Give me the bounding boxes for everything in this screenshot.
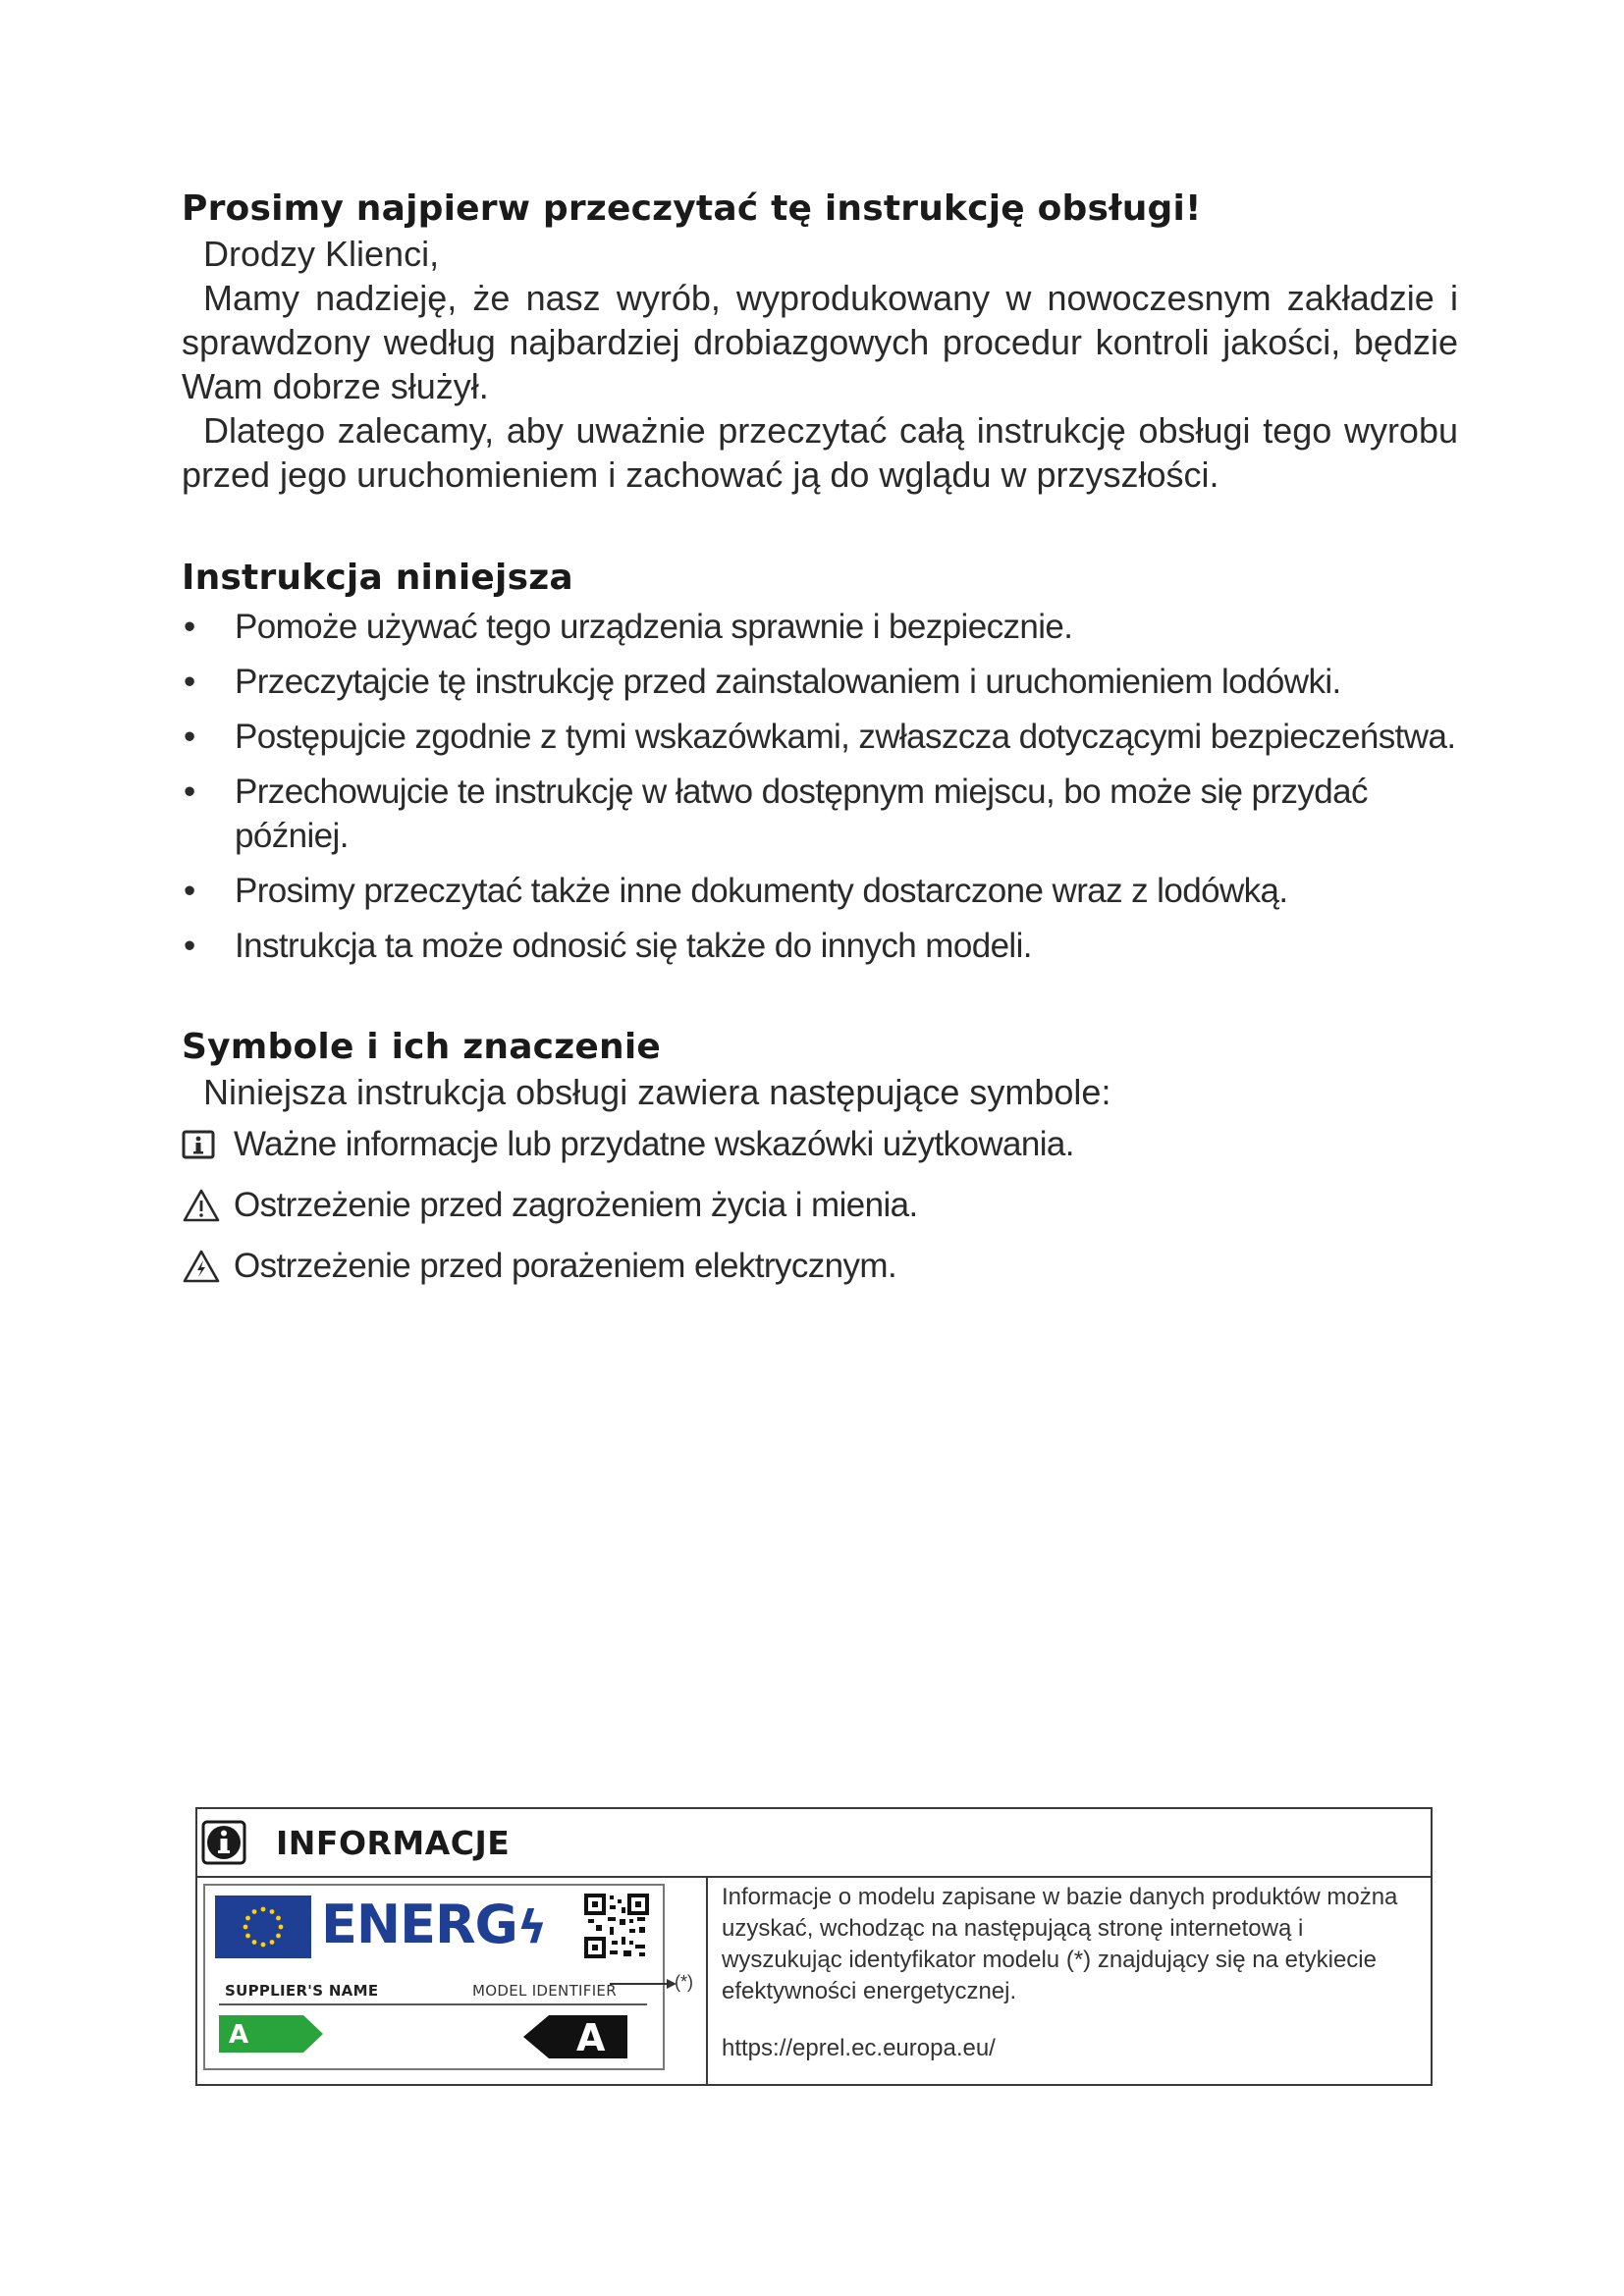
energy-label-illustration xyxy=(197,1878,708,2084)
symbol-row-electric xyxy=(182,1244,1458,1288)
list-item-text: Instrukcja ta może odnosić się także do innych modeli. xyxy=(235,927,1032,965)
hope-paragraph: Mamy nadzieję, że nasz wyrób, wyprodukowany w nowoczesnym zakładzie i sprawdzony według najbardziej drobiazgowych procedur kontroli jakości, będzie Wam dobrze służył. xyxy=(182,278,1458,406)
symbol-row-info xyxy=(182,1122,1458,1166)
info-box-body xyxy=(197,1878,1431,2084)
list-item xyxy=(182,660,1458,704)
intro-heading: Prosimy najpierw przeczytać tę instrukcję obsługi! xyxy=(182,188,1202,229)
energy-class-letter: A xyxy=(576,2016,606,2059)
energy-brand xyxy=(321,1890,546,1962)
info-box xyxy=(195,1807,1433,2086)
info-box-text: Informacje o modelu zapisane w bazie danych produktów można uzyskać, wchodząc na następującą stronę internetową i wyszukując identyfikator modelu (*) znajdujący się na etykiecie efektywności energetycznej. xyxy=(722,1884,1398,2004)
qr-code-icon xyxy=(584,1894,649,1958)
warning-triangle-icon xyxy=(182,1188,225,1223)
page-content xyxy=(182,187,1458,1288)
model-identifier-label: MODEL IDENTIFIER xyxy=(472,1982,617,2000)
eu-flag xyxy=(215,1896,311,1958)
symbols-intro: Niniejsza instrukcja obsługi zawiera następujące symbole: xyxy=(203,1072,1111,1112)
energy-class-arrow xyxy=(521,2013,629,2064)
symbols-section xyxy=(182,1025,1458,1288)
info-box-text-column xyxy=(708,1878,1431,2084)
bullet-marker: • xyxy=(184,927,195,965)
list-item-text: Postępujcie zgodnie z tymi wskazówkami, zwłaszcza dotyczącymi bezpieczeństwa. xyxy=(235,718,1456,756)
energy-label xyxy=(203,1884,665,2070)
list-item xyxy=(182,715,1458,759)
info-icon xyxy=(201,1820,246,1865)
bullet-marker: • xyxy=(184,718,195,756)
list-item xyxy=(182,869,1458,913)
asterisk-note: (*) xyxy=(675,1972,693,1992)
scale-letter: A xyxy=(229,2020,249,2050)
model-pointer-arrow xyxy=(610,1974,678,1998)
manual-heading: Instrukcja niniejsza xyxy=(182,558,573,598)
recommendation-paragraph: Dlatego zalecamy, aby uważnie przeczytać całą instrukcję obsługi tego wyrobu przed jego uruchomieniem i zachować ją do wglądu w przyszłości. xyxy=(182,410,1458,495)
greeting-paragraph: Drodzy Klienci, xyxy=(203,234,440,274)
info-box-title: INFORMACJE xyxy=(276,1823,511,1862)
label-divider xyxy=(219,2003,647,2005)
eprel-url[interactable]: https://eprel.ec.europa.eu/ xyxy=(722,2035,996,2061)
electric-warning-icon xyxy=(182,1249,225,1284)
list-item xyxy=(182,605,1458,649)
manual-bullet-list xyxy=(182,605,1458,968)
info-icon xyxy=(182,1127,225,1162)
energy-brand-text: ENERG xyxy=(321,1894,517,1955)
bullet-marker: • xyxy=(184,608,195,646)
list-item xyxy=(182,924,1458,968)
symbols-heading: Symbole i ich znaczenie xyxy=(182,1027,661,1067)
bullet-marker: • xyxy=(184,872,195,910)
bullet-marker: • xyxy=(184,773,195,811)
bolt-icon: ϟ xyxy=(516,1900,547,1953)
list-item-text: Pomoże używać tego urządzenia sprawnie i bezpiecznie. xyxy=(235,608,1073,646)
list-item-text: Przechowujcie te instrukcję w łatwo dostępnym miejscu, bo może się przydać później. xyxy=(235,773,1368,855)
symbol-text: Ostrzeżenie przed zagrożeniem życia i mienia. xyxy=(234,1186,918,1224)
list-item-text: Przeczytajcie tę instrukcję przed zainstalowaniem i uruchomieniem lodówki. xyxy=(235,663,1341,701)
supplier-name-label: SUPPLIER'S NAME xyxy=(225,1982,379,2000)
symbol-text: Ważne informacje lub przydatne wskazówki użytkowania. xyxy=(234,1125,1074,1163)
symbol-row-warning xyxy=(182,1183,1458,1227)
bullet-marker: • xyxy=(184,663,195,701)
intro-section xyxy=(182,187,1458,497)
manual-section xyxy=(182,556,1458,968)
info-box-header xyxy=(197,1809,1431,1878)
list-item xyxy=(182,770,1458,858)
symbol-text: Ostrzeżenie przed porażeniem elektrycznym. xyxy=(234,1247,897,1285)
list-item-text: Prosimy przeczytać także inne dokumenty dostarczone wraz z lodówką. xyxy=(235,872,1288,910)
energy-scale-arrow xyxy=(219,2013,327,2058)
